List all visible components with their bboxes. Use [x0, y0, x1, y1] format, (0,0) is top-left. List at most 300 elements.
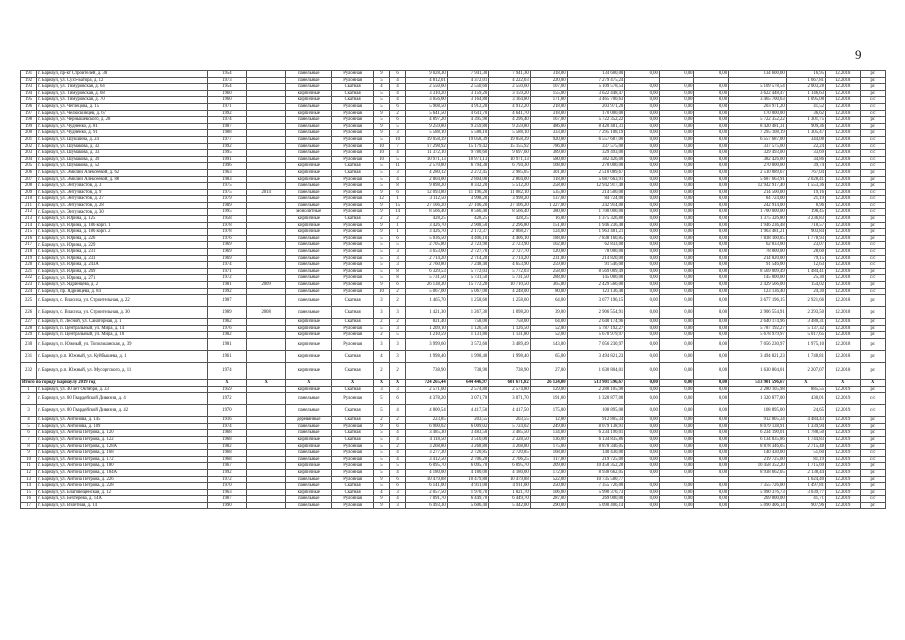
table-row: [21, 469, 886, 476]
total-cell: 0,00: [659, 379, 694, 386]
table-cell: 2 068,27: [489, 229, 531, 236]
address-cell: г. Барнаул, ул. Антона Петрова, д. 122: [37, 436, 208, 443]
table-cell: Рулонная: [332, 249, 374, 256]
table-cell: 0,00: [625, 196, 660, 203]
table-cell: 1 258,60: [489, 295, 531, 307]
table-cell: 0,00: [694, 123, 729, 130]
table-cell: 1992: [207, 143, 246, 150]
table-cell: панельные: [286, 84, 332, 91]
table-cell: с/с: [860, 202, 886, 209]
address-cell: г. Барнаул, ул. Эмилии Алексеевой, д. 88: [37, 176, 208, 183]
table-cell: 1 998,40: [447, 350, 489, 362]
table-cell: 1971: [207, 268, 246, 275]
table-cell: 0,00: [659, 242, 694, 249]
table-cell: рс: [860, 117, 886, 124]
table-cell: 175,00: [530, 405, 567, 417]
table-cell: 8: [21, 443, 37, 450]
table-cell: 1 946 236,48: [729, 222, 787, 229]
table-cell: 1 126,50: [489, 325, 531, 332]
table-cell: 4 417,50: [489, 405, 531, 417]
table-cell: 84 724,00: [567, 196, 625, 203]
table-cell: 9: [373, 189, 389, 196]
table-row: [21, 268, 886, 275]
table-cell: 2 723,90: [489, 242, 531, 249]
table-cell: 0,00: [659, 275, 694, 282]
address-cell: г. Барнаул, ул. Энтузиастов, д. 9: [37, 189, 208, 196]
table-cell: 0,00: [659, 262, 694, 269]
table-cell: 211: [21, 202, 37, 209]
table-cell: рс: [860, 443, 886, 450]
table-cell: 10 971,13: [489, 156, 531, 163]
table-cell: 0,00: [659, 423, 694, 430]
table-cell: 201: [21, 136, 37, 143]
table-cell: кирпичные: [286, 169, 332, 176]
table-cell: 2 705,80: [406, 242, 448, 249]
table-cell: 0,00: [694, 189, 729, 196]
table-cell: 0,00: [625, 502, 660, 509]
table-cell: [247, 77, 286, 84]
table-cell: 3 268,80: [447, 443, 489, 450]
table-cell: 0,00: [659, 136, 694, 143]
table-cell: 380,00: [530, 209, 567, 216]
table-cell: Рулонная: [332, 209, 374, 216]
table-cell: 145 000,00: [567, 275, 625, 282]
table-cell: 0,00: [625, 97, 660, 104]
table-cell: 203: [21, 150, 37, 157]
table-cell: 191: [21, 71, 37, 78]
table-row: [21, 350, 886, 362]
table-cell: 0,00: [659, 84, 694, 91]
table-cell: 0,00: [694, 350, 729, 362]
table-cell: 36,62: [786, 110, 825, 117]
table-cell: 2 720,85: [489, 450, 531, 457]
table-cell: 5: [373, 469, 389, 476]
address-cell: г. Барнаул, ул. Антона Петрова, д. 120: [37, 430, 208, 437]
table-row: [21, 275, 886, 282]
table-cell: 1 497,81: [786, 483, 825, 490]
table-cell: рс: [860, 463, 886, 470]
table-cell: 5 067,00: [406, 288, 448, 295]
table-cell: 154,02: [786, 282, 825, 289]
table-cell: 9: [373, 123, 389, 130]
table-row: [21, 307, 886, 319]
table-cell: кирпичные: [286, 110, 332, 117]
table-row: [21, 103, 886, 110]
table-cell: кирпичные: [286, 489, 332, 496]
table-cell: 1963: [207, 489, 246, 496]
table-cell: 1987: [207, 295, 246, 307]
table-cell: 219 725,00: [729, 456, 787, 463]
table-cell: 171,00: [530, 97, 567, 104]
table-cell: 9 898,20: [406, 183, 448, 190]
table-cell: 318,00: [530, 71, 567, 78]
table-cell: с/с: [860, 255, 886, 262]
table-cell: 6: [390, 189, 406, 196]
table-cell: рс: [860, 169, 886, 176]
table-cell: 1: [390, 196, 406, 203]
table-cell: 382 426,00: [567, 156, 625, 163]
table-cell: кирпичные: [286, 443, 332, 450]
table-cell: [247, 338, 286, 350]
table-cell: 8: [390, 268, 406, 275]
table-cell: 12.2018: [825, 150, 860, 157]
table-cell: панельные: [286, 196, 332, 203]
table-cell: 0,00: [659, 97, 694, 104]
table-cell: 52,00: [530, 325, 567, 332]
address-cell: г. Барнаул, ул. Антона Петрова, д. 172: [37, 456, 208, 463]
table-cell: 2 296,80: [489, 222, 531, 229]
table-cell: [247, 143, 286, 150]
table-cell: 0,00: [659, 209, 694, 216]
table-cell: 0,00: [659, 456, 694, 463]
table-cell: 200: [21, 130, 37, 137]
table-cell: 1 998,40: [406, 350, 448, 362]
table-cell: 3: [390, 130, 406, 137]
table-cell: 140 430,00: [567, 450, 625, 457]
table-cell: 2 906 554,91: [567, 307, 625, 319]
table-cell: 2 570,80: [406, 163, 448, 170]
table-cell: 5: [373, 136, 389, 143]
table-cell: [247, 423, 286, 430]
table-cell: [694, 476, 729, 483]
table-cell: 221: [21, 268, 37, 275]
table-cell: 34,86: [786, 156, 825, 163]
table-cell: 0,00: [694, 143, 729, 150]
table-cell: кирпичные: [286, 338, 332, 350]
table-cell: 12.2019: [825, 450, 860, 457]
table-cell: рс: [860, 235, 886, 242]
table-cell: 0,00: [694, 275, 729, 282]
table-cell: 0,00: [694, 103, 729, 110]
table-cell: 0,00: [625, 282, 660, 289]
table-cell: 7 295 108,19: [729, 130, 787, 137]
table-cell: 9: [373, 423, 389, 430]
table-cell: 3 268,80: [489, 443, 531, 450]
table-cell: 0,00: [625, 332, 660, 339]
table-cell: Рулонная: [332, 288, 374, 295]
table-cell: 12.2018: [825, 136, 860, 143]
table-row: [21, 443, 886, 450]
table-cell: 212: [21, 209, 37, 216]
table-cell: 1989: [207, 307, 246, 319]
table-row: [21, 496, 886, 503]
table-cell: 0,00: [694, 496, 729, 503]
table-cell: 5: [373, 275, 389, 282]
table-cell: 9 259,80: [406, 123, 448, 130]
table-cell: 1 998,40: [489, 350, 531, 362]
table-cell: рс: [860, 362, 886, 379]
table-cell: 214 500,00: [567, 189, 625, 196]
table-cell: 270 000,00: [729, 163, 787, 170]
table-cell: 5 908,50: [406, 103, 448, 110]
table-cell: 6 794,30: [447, 163, 489, 170]
address-cell: г. Барнаул, ул. Чеглецова, д. 15: [37, 103, 208, 110]
table-cell: 7 355 726,00: [729, 483, 787, 490]
table-cell: 108 895,00: [729, 405, 787, 417]
table-cell: 1 421,30: [406, 307, 448, 319]
table-cell: 5 731,50: [489, 275, 531, 282]
table-cell: 5: [373, 77, 389, 84]
total-cell: X: [286, 379, 332, 386]
table-cell: 0,00: [659, 469, 694, 476]
table-cell: 143,00: [530, 338, 567, 350]
table-cell: 0,00: [694, 489, 729, 496]
table-cell: 1970: [207, 405, 246, 417]
table-row: [21, 189, 886, 196]
table-cell: 6 794,30: [489, 163, 531, 170]
table-row: [21, 71, 886, 78]
table-cell: 5 641,50: [406, 110, 448, 117]
table-cell: 0,00: [694, 456, 729, 463]
table-cell: 10 458 352,20: [567, 463, 625, 470]
table-cell: 209,00: [530, 463, 567, 470]
table-cell: панельные: [286, 130, 332, 137]
table-cell: [247, 393, 286, 405]
table-cell: 151,00: [530, 222, 567, 229]
table-cell: Рулонная: [332, 77, 374, 84]
table-cell: рс: [860, 319, 886, 326]
table-cell: 6 234 190,01: [729, 430, 787, 437]
table-cell: Рулонная: [332, 393, 374, 405]
table-cell: 4: [373, 489, 389, 496]
table-cell: 12.2018: [825, 222, 860, 229]
table-cell: [247, 268, 286, 275]
table-cell: 10 479,88: [447, 476, 489, 483]
table-cell: панельные: [286, 307, 332, 319]
table-cell: 208: [21, 183, 37, 190]
table-cell: 0,00: [694, 295, 729, 307]
table-cell: 12.2018: [825, 268, 860, 275]
table-cell: панельные: [286, 262, 332, 269]
table-cell: 4 911,00: [489, 483, 531, 490]
table-cell: панельные: [286, 117, 332, 124]
table-cell: 1992: [207, 288, 246, 295]
table-cell: 0,00: [659, 405, 694, 417]
table-cell: 0,00: [694, 332, 729, 339]
table-cell: 214 500,00: [729, 189, 787, 196]
table-cell: 15: [21, 489, 37, 496]
table-cell: [247, 97, 286, 104]
table-cell: 0,00: [625, 136, 660, 143]
table-cell: 2 706,25: [489, 456, 531, 463]
table-cell: 0,00: [694, 117, 729, 124]
table-cell: 428,25: [489, 216, 531, 223]
table-cell: 0,00: [659, 150, 694, 157]
table-cell: 1972: [207, 275, 246, 282]
table-cell: 3 480,31: [786, 319, 825, 326]
table-cell: 0,00: [694, 235, 729, 242]
table-cell: 1 700 000,00: [567, 209, 625, 216]
table-cell: 912 805,34: [567, 417, 625, 424]
table-cell: 0,00: [625, 417, 660, 424]
table-cell: 1 970,70: [447, 489, 489, 496]
table-cell: 118,00: [530, 176, 567, 183]
address-cell: г. Барнаул, п. Центральный, ул. Мира, д. 14: [37, 325, 208, 332]
address-cell: г. Барнаул, ул. Энтузиастов, д. 30: [37, 209, 208, 216]
table-cell: 2: [390, 362, 406, 379]
table-cell: 12.2018: [825, 209, 860, 216]
table-cell: панельные: [286, 235, 332, 242]
table-cell: 172,00: [530, 469, 567, 476]
table-cell: 2: [373, 417, 389, 424]
table-cell: 1995: [207, 209, 246, 216]
table-cell: 6 134 835,86: [567, 436, 625, 443]
table-cell: 4: [390, 150, 406, 157]
table-cell: панельные: [286, 476, 332, 483]
table-cell: 12.2018: [825, 282, 860, 289]
table-cell: 0,00: [625, 209, 660, 216]
table-cell: 80,00: [530, 288, 567, 295]
table-cell: панельные: [286, 282, 332, 289]
table-cell: 3 485,50: [489, 430, 531, 437]
table-cell: рс: [860, 176, 886, 183]
table-cell: 5 588,10: [489, 130, 531, 137]
address-cell: г. Барнаул, ул. Тимуровская, д. 70: [37, 97, 208, 104]
table-cell: 0,00: [694, 242, 729, 249]
table-cell: [247, 319, 286, 326]
table-cell: 0,00: [625, 338, 660, 350]
table-cell: 8 569 009,49: [567, 268, 625, 275]
table-cell: [247, 255, 286, 262]
table-cell: 27 106,20: [489, 202, 531, 209]
address-cell: г. Барнаул, ул. Шумакова, д. 33: [37, 150, 208, 157]
table-cell: 5 787 192,27: [729, 325, 787, 332]
table-row: [21, 338, 886, 350]
table-cell: 0,00: [625, 275, 660, 282]
table-cell: 5 036,50: [406, 235, 448, 242]
table-cell: 242 914,00: [567, 202, 625, 209]
table-cell: 6: [390, 282, 406, 289]
table-row: [21, 262, 886, 269]
table-cell: Скатная: [332, 97, 374, 104]
table-cell: 1982: [207, 332, 246, 339]
table-cell: 0,00: [659, 255, 694, 262]
table-cell: 4: [390, 450, 406, 457]
table-cell: [247, 249, 286, 256]
table-cell: 6 329,53: [406, 268, 448, 275]
table-cell: 0,00: [694, 84, 729, 91]
capital-repair-table: [20, 70, 886, 509]
table-cell: 4 372,01: [447, 77, 489, 84]
table-cell: [247, 502, 286, 509]
table-cell: 0,00: [694, 450, 729, 457]
table-cell: 12.2019: [825, 386, 860, 393]
table-cell: 6 095,70: [447, 463, 489, 470]
table-cell: 786,00: [530, 143, 567, 150]
table-cell: 0,00: [659, 222, 694, 229]
table-cell: 5: [373, 393, 389, 405]
table-cell: 6 449,70: [447, 496, 489, 503]
table-cell: с/с: [860, 189, 886, 196]
table-cell: 0,00: [659, 176, 694, 183]
table-cell: 11: [21, 463, 37, 470]
table-cell: 0,00: [694, 249, 729, 256]
table-cell: кирпичные: [286, 163, 332, 170]
address-cell: г. Барнаул, ул. Антонова, д. 109: [37, 423, 208, 430]
table-cell: [247, 275, 286, 282]
table-cell: рс: [860, 77, 886, 84]
table-cell: 5: [373, 262, 389, 269]
table-cell: панельные: [286, 405, 332, 417]
table-cell: 5: [373, 90, 389, 97]
table-cell: 12.2018: [825, 202, 860, 209]
table-cell: 1 375 326,80: [729, 216, 787, 223]
table-row: [21, 325, 886, 332]
table-cell: [247, 489, 286, 496]
address-cell: г. Барнаул, ул. Шумакова, д. 52: [37, 163, 208, 170]
table-cell: 8 566,40: [447, 209, 489, 216]
table-cell: 27,00: [530, 362, 567, 379]
table-cell: Скатная: [332, 319, 374, 326]
address-cell: г. Барнаул, п. Центральный, ул. Мира, д. 18: [37, 332, 208, 339]
table-cell: 5: [373, 183, 389, 190]
table-cell: 2: [373, 216, 389, 223]
table-cell: 2 640 174,96: [567, 319, 625, 326]
table-cell: панельные: [286, 156, 332, 163]
table-cell: 2: [373, 362, 389, 379]
address-cell: г. Барнаул, р.п. Южный, ул. Мусоргского, д. 11: [37, 362, 208, 379]
address-cell: г. Барнаул, п. Лесной, ул. Санаторная, д. 1: [37, 319, 208, 326]
table-cell: 7 295 108,19: [567, 130, 625, 137]
table-cell: 0,00: [625, 443, 660, 450]
table-cell: 2 714,20: [447, 255, 489, 262]
table-cell: 3 310,20: [406, 90, 448, 97]
table-cell: [247, 350, 286, 362]
table-cell: 12,00: [530, 417, 567, 424]
table-cell: 290,00: [530, 502, 567, 509]
total-cell: X: [247, 379, 286, 386]
table-cell: 206: [21, 169, 37, 176]
table-row: [21, 163, 886, 170]
table-cell: 3: [21, 405, 37, 417]
table-cell: Скатная: [332, 216, 374, 223]
table-cell: 0,00: [694, 469, 729, 476]
table-cell: 1 126,50: [447, 325, 489, 332]
table-cell: 2 571,60: [406, 386, 448, 393]
table-cell: 1975: [207, 183, 246, 190]
table-row: [21, 136, 886, 143]
address-cell: г. Барнаул, ул. Бехтерева, д. 14А: [37, 496, 208, 503]
table-cell: 0,00: [625, 130, 660, 137]
address-cell: г. Барнаул, ул. Благовещенская, д. 12: [37, 489, 208, 496]
table-cell: 11 082,10: [489, 189, 531, 196]
table-cell: 0,00: [694, 436, 729, 443]
table-cell: 0,00: [659, 130, 694, 137]
address-cell: г. Барнаул, ул. Взлетная, д. 14: [37, 502, 208, 509]
table-cell: 62 833,00: [729, 242, 787, 249]
table-row: [21, 84, 886, 91]
table-cell: 1 131,80: [447, 332, 489, 339]
table-cell: 12 942 917,40: [567, 183, 625, 190]
table-cell: 197: [21, 110, 37, 117]
table-cell: 3 164,80: [447, 97, 489, 104]
table-cell: 4 280,12: [406, 169, 448, 176]
table-cell: 2 328,50: [489, 436, 531, 443]
table-cell: 1988: [207, 130, 246, 137]
table-cell: 124,00: [530, 229, 567, 236]
table-cell: 0,00: [694, 176, 729, 183]
table-cell: 4 406,10: [489, 235, 531, 242]
table-cell: 288,00: [530, 275, 567, 282]
address-cell: г. Барнаул, ул. Эмилии Алексеевой, д. 62: [37, 169, 208, 176]
table-cell: 2 550,60: [447, 84, 489, 91]
table-cell: 1981: [207, 282, 246, 289]
table-row: [21, 143, 886, 150]
table-cell: 4 800,54: [406, 405, 448, 417]
table-cell: 1963: [207, 169, 246, 176]
table-cell: 1972: [207, 393, 246, 405]
table-cell: 0,00: [625, 169, 660, 176]
